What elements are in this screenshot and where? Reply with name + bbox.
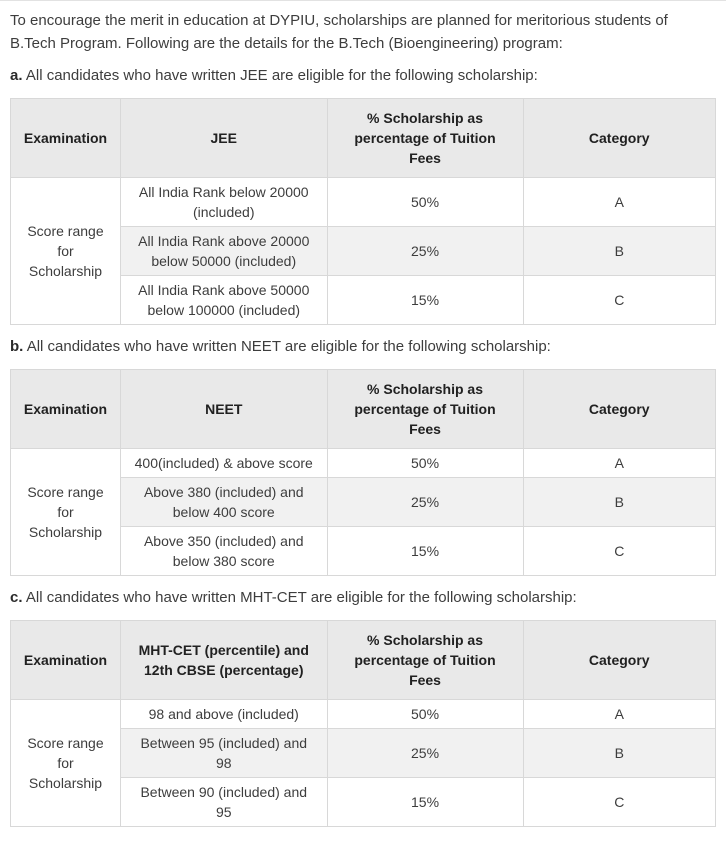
section-jee-label: a.: [10, 67, 23, 84]
jee-row-label-cell: Score range for Scholarship: [11, 178, 121, 325]
neet-table-row-a: [11, 449, 716, 478]
mhtcet-criteria-cell-b: Between 95 (included) and 98: [120, 729, 327, 778]
jee-scholarship-cell-a: 50%: [327, 178, 523, 227]
jee-header-category: Category: [523, 99, 715, 178]
intro-paragraph: To encourage the merit in education at DYPIU, scholarships are planned for meritorious students of B.Tech Program. Following are the details for the B.Tech (Bioengineering) program:: [10, 12, 668, 52]
jee-header-exam-name: JEE: [120, 99, 327, 178]
mhtcet-header-scholarship-pct: % Scholarship as percentage of Tuition Fees: [327, 621, 523, 700]
mhtcet-table-row-a: [11, 700, 716, 729]
jee-scholarship-cell-b: 25%: [327, 227, 523, 276]
mhtcet-scholarship-table: [10, 620, 716, 827]
mhtcet-criteria-cell-c: Between 90 (included) and 95: [120, 778, 327, 827]
section-neet-label: b.: [10, 338, 24, 355]
neet-criteria-cell-a: 400(included) & above score: [120, 449, 327, 478]
neet-scholarship-cell-a: 50%: [327, 449, 523, 478]
jee-header-scholarship-pct: % Scholarship as percentage of Tuition Fees: [327, 99, 523, 178]
section-neet-text: All candidates who have written NEET are eligible for the following scholarship:: [26, 338, 551, 355]
jee-header-examination: Examination: [11, 99, 121, 178]
section-mhtcet-text: All candidates who have written MHT-CET are eligible for the following scholarship:: [25, 589, 577, 606]
mhtcet-scholarship-cell-a: 50%: [327, 700, 523, 729]
jee-scholarship-cell-c: 15%: [327, 276, 523, 325]
section-jee-text: All candidates who have written JEE are eligible for the following scholarship:: [25, 67, 538, 84]
neet-category-cell-c: C: [523, 527, 715, 576]
section-neet: [10, 336, 716, 576]
neet-scholarship-table: [10, 369, 716, 576]
neet-header-exam-name: NEET: [120, 370, 327, 449]
neet-criteria-cell-c: Above 350 (included) and below 380 score: [120, 527, 327, 576]
neet-header-category: Category: [523, 370, 715, 449]
mhtcet-criteria-cell-a: 98 and above (included): [120, 700, 327, 729]
jee-criteria-cell-a: All India Rank below 20000 (included): [120, 178, 327, 227]
mhtcet-table-header-row: [11, 621, 716, 700]
mhtcet-header-exam-name: MHT-CET (percentile) and 12th CBSE (percentage): [120, 621, 327, 700]
neet-category-cell-a: A: [523, 449, 715, 478]
jee-category-cell-c: C: [523, 276, 715, 325]
mhtcet-row-label-cell: Score range for Scholarship: [11, 700, 121, 827]
section-jee-intro: [10, 65, 716, 86]
jee-criteria-cell-b: All India Rank above 20000 below 50000 (included): [120, 227, 327, 276]
mhtcet-scholarship-cell-b: 25%: [327, 729, 523, 778]
section-mhtcet-intro: [10, 587, 716, 608]
mhtcet-category-cell-a: A: [523, 700, 715, 729]
mhtcet-scholarship-cell-c: 15%: [327, 778, 523, 827]
jee-category-cell-b: B: [523, 227, 715, 276]
section-jee: [10, 65, 716, 325]
mhtcet-category-cell-b: B: [523, 729, 715, 778]
jee-category-cell-a: A: [523, 178, 715, 227]
neet-category-cell-b: B: [523, 478, 715, 527]
jee-table-header-row: [11, 99, 716, 178]
neet-scholarship-cell-c: 15%: [327, 527, 523, 576]
mhtcet-header-category: Category: [523, 621, 715, 700]
jee-scholarship-table: [10, 98, 716, 325]
neet-header-examination: Examination: [11, 370, 121, 449]
section-mhtcet: [10, 587, 716, 827]
jee-table-row-a: [11, 178, 716, 227]
section-neet-intro: [10, 336, 716, 357]
mhtcet-header-examination: Examination: [11, 621, 121, 700]
mhtcet-category-cell-c: C: [523, 778, 715, 827]
neet-header-scholarship-pct: % Scholarship as percentage of Tuition Fees: [327, 370, 523, 449]
neet-table-header-row: [11, 370, 716, 449]
neet-scholarship-cell-b: 25%: [327, 478, 523, 527]
jee-criteria-cell-c: All India Rank above 50000 below 100000 (included): [120, 276, 327, 325]
neet-criteria-cell-b: Above 380 (included) and below 400 score: [120, 478, 327, 527]
section-mhtcet-label: c.: [10, 589, 23, 606]
neet-row-label-cell: Score range for Scholarship: [11, 449, 121, 576]
